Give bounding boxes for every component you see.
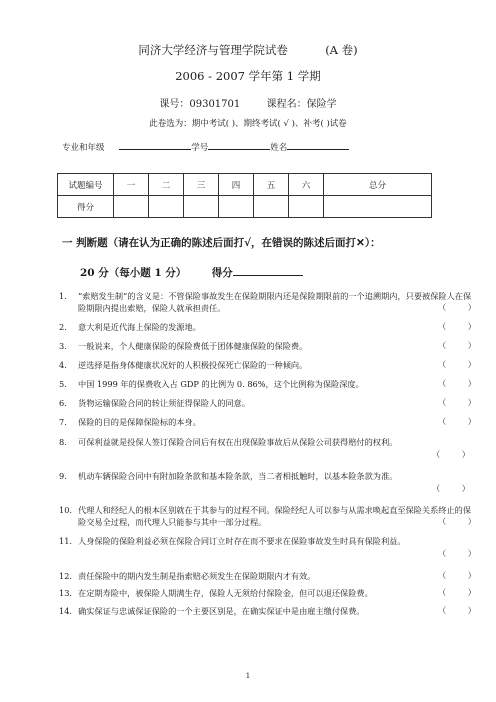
paren-close: ） — [467, 340, 476, 350]
page-number: 1 — [245, 672, 251, 680]
table-header-cell: 三 — [184, 174, 219, 196]
score-table — [57, 173, 432, 218]
answer-blank[interactable] — [438, 397, 476, 408]
question-text: 逆选择是指身体健康状况好的人积极投保死亡保险的一种倾向。 — [78, 360, 308, 370]
section-score-line — [80, 264, 303, 280]
school-title: 同济大学经济与管理学院试卷 — [138, 43, 288, 57]
paren-close: ） — [467, 570, 476, 580]
question-text: 可保利益就是投保人签订保险合同后有权在出现保险事故后从保险公司获得赔付的权利。 — [78, 437, 398, 447]
question-number: 13. — [59, 588, 73, 598]
name-label: 姓名 — [270, 143, 288, 153]
score-cell[interactable] — [254, 196, 289, 218]
question-item — [59, 340, 474, 352]
table-header-cell: 六 — [289, 174, 324, 196]
question-number: 5. — [59, 379, 67, 389]
question-number: 14. — [59, 606, 73, 616]
answer-blank[interactable] — [432, 483, 470, 494]
question-number: 7. — [59, 417, 67, 427]
question-number: 12. — [59, 571, 73, 581]
score-row-label: 得分 — [58, 196, 114, 218]
course-code: 课号：09301701 — [159, 99, 241, 110]
question-number: 3. — [59, 341, 67, 351]
question-text: 货物运输保险合同的转让须征得保险人的同意。 — [78, 398, 250, 408]
course-line — [0, 95, 496, 110]
answer-blank[interactable] — [438, 570, 476, 581]
paren-open: （ — [438, 587, 447, 597]
paren-close: ） — [461, 483, 470, 493]
id-field[interactable] — [208, 140, 270, 150]
answer-blank[interactable] — [438, 340, 476, 351]
answer-blank[interactable] — [432, 449, 470, 460]
paper-version: (A 卷) — [325, 43, 358, 57]
table-header-cell: 试题编号 — [58, 174, 114, 196]
table-header-cell: 一 — [114, 174, 149, 196]
question-number: 6. — [59, 398, 67, 408]
paren-open: （ — [432, 449, 441, 459]
term-line: 2006 - 2007 学年第 1 学期 — [175, 69, 321, 83]
paren-open: （ — [432, 483, 441, 493]
question-item — [59, 504, 474, 528]
question-item — [59, 321, 474, 333]
paren-close: ） — [461, 449, 470, 459]
score-cell[interactable] — [219, 196, 254, 218]
paren-open: （ — [438, 302, 447, 312]
question-item — [59, 436, 474, 448]
exam-type-line: 此卷选为：期中考试( )、期终考试( √ )、补考( )试卷 — [149, 119, 347, 129]
question-text: 机动车辆保险合同中有附加险条款和基本险条款，当二者相抵触时，以基本险条款为准。 — [78, 471, 398, 481]
question-text: 中国 1999 年的保费收入占 GDP 的比例为 0. 86%，这个比例称为保险深度。 — [78, 379, 364, 389]
question-item — [59, 397, 474, 409]
paren-close: ） — [467, 397, 476, 407]
paren-close: ） — [467, 321, 476, 331]
section-score-label: 得分 — [211, 267, 233, 279]
question-text: “索赔发生制”的含义是：不管保险事故发生在保险期限内还是保险期限前的一个追溯期内，只要被保险人在保险期限内提出索赔，保险人就承担责任。 — [78, 291, 472, 313]
question-item — [59, 570, 474, 582]
paren-close: ） — [467, 378, 476, 388]
question-number: 2. — [59, 322, 67, 332]
paren-open: （ — [438, 321, 447, 331]
question-text: 代理人和经纪人的根本区别就在于其参与的过程不同。保险经纪人可以参与从需求唤起直至保险关系终止的保险交易全过程，而代理人只能参与其中一部分过程。 — [78, 505, 472, 527]
question-text: 在定期寿险中，被保险人期满生存，保险人无须给付保险金，但可以退还保险费。 — [78, 588, 373, 598]
major-label: 专业和年级 — [62, 143, 105, 153]
exam-title — [0, 42, 496, 58]
question-text: 保险的目的是保障保险标的本身。 — [78, 417, 201, 427]
paren-open: （ — [438, 548, 447, 558]
answer-blank[interactable] — [438, 378, 476, 389]
question-item — [59, 290, 474, 314]
student-info-line — [62, 140, 349, 153]
score-cell[interactable] — [114, 196, 149, 218]
table-header-cell: 四 — [219, 174, 254, 196]
paren-close: ） — [467, 302, 476, 312]
paren-open: （ — [438, 340, 447, 350]
question-number: 4. — [59, 360, 67, 370]
question-number: 11. — [59, 536, 73, 546]
score-cell[interactable] — [184, 196, 219, 218]
score-table-header-row — [58, 174, 432, 196]
score-cell[interactable] — [289, 196, 324, 218]
paren-open: （ — [438, 397, 447, 407]
name-field[interactable] — [287, 140, 349, 150]
question-item — [59, 587, 474, 599]
score-cell[interactable] — [149, 196, 184, 218]
paren-close: ） — [467, 359, 476, 369]
table-header-cell: 总分 — [324, 174, 432, 196]
question-text: 确实保证与忠诚保证保险的一个主要区别是，在确实保证中是由雇主缴付保费。 — [78, 606, 365, 616]
paren-close: ） — [467, 548, 476, 558]
paren-close: ） — [467, 416, 476, 426]
answer-blank[interactable] — [438, 321, 476, 332]
paren-open: （ — [438, 605, 447, 615]
question-item — [59, 359, 474, 371]
question-text: 责任保险中的期内发生制是指索赔必须发生在保险期限内才有效。 — [78, 571, 316, 581]
question-item — [59, 378, 474, 390]
answer-blank[interactable] — [438, 516, 476, 527]
question-number: 9. — [59, 471, 67, 481]
question-number: 10. — [59, 505, 73, 515]
question-number: 1. — [59, 291, 67, 301]
question-item — [59, 470, 474, 482]
paren-open: （ — [438, 570, 447, 580]
answer-blank[interactable] — [438, 359, 476, 370]
score-table-score-row — [58, 196, 432, 218]
question-text: 一般说来，个人健康保险的保险费低于团体健康保险的保险费。 — [78, 341, 308, 351]
question-text: 意大利是近代海上保险的发源地。 — [78, 322, 201, 332]
major-field[interactable] — [119, 140, 191, 150]
question-item — [59, 416, 474, 428]
question-number: 8. — [59, 437, 67, 447]
id-label: 学号 — [191, 143, 209, 153]
section-points: 20 分（每小题 1 分） — [80, 267, 187, 279]
paren-close: ） — [467, 605, 476, 615]
course-name: 课程名：保险学 — [266, 99, 337, 110]
score-cell[interactable] — [324, 196, 432, 218]
answer-blank[interactable] — [438, 605, 476, 616]
paren-open: （ — [438, 378, 447, 388]
answer-blank[interactable] — [438, 587, 476, 598]
paren-open: （ — [438, 516, 447, 526]
answer-blank[interactable] — [438, 548, 476, 559]
section-score-field[interactable] — [233, 264, 303, 276]
paren-close: ） — [467, 587, 476, 597]
answer-blank[interactable] — [438, 416, 476, 427]
question-item — [59, 535, 474, 547]
question-text: 人身保险的保险利益必须在保险合同订立时存在而不要求在保险事故发生时具有保险利益。 — [78, 536, 406, 546]
section-heading: 一 判断题（请在认为正确的陈述后面打√，在错误的陈述后面打✕）： — [62, 237, 381, 249]
paren-open: （ — [438, 359, 447, 369]
question-item — [59, 605, 474, 617]
paren-open: （ — [438, 416, 447, 426]
answer-blank[interactable] — [438, 302, 476, 313]
table-header-cell: 五 — [254, 174, 289, 196]
table-header-cell: 二 — [149, 174, 184, 196]
paren-close: ） — [467, 516, 476, 526]
